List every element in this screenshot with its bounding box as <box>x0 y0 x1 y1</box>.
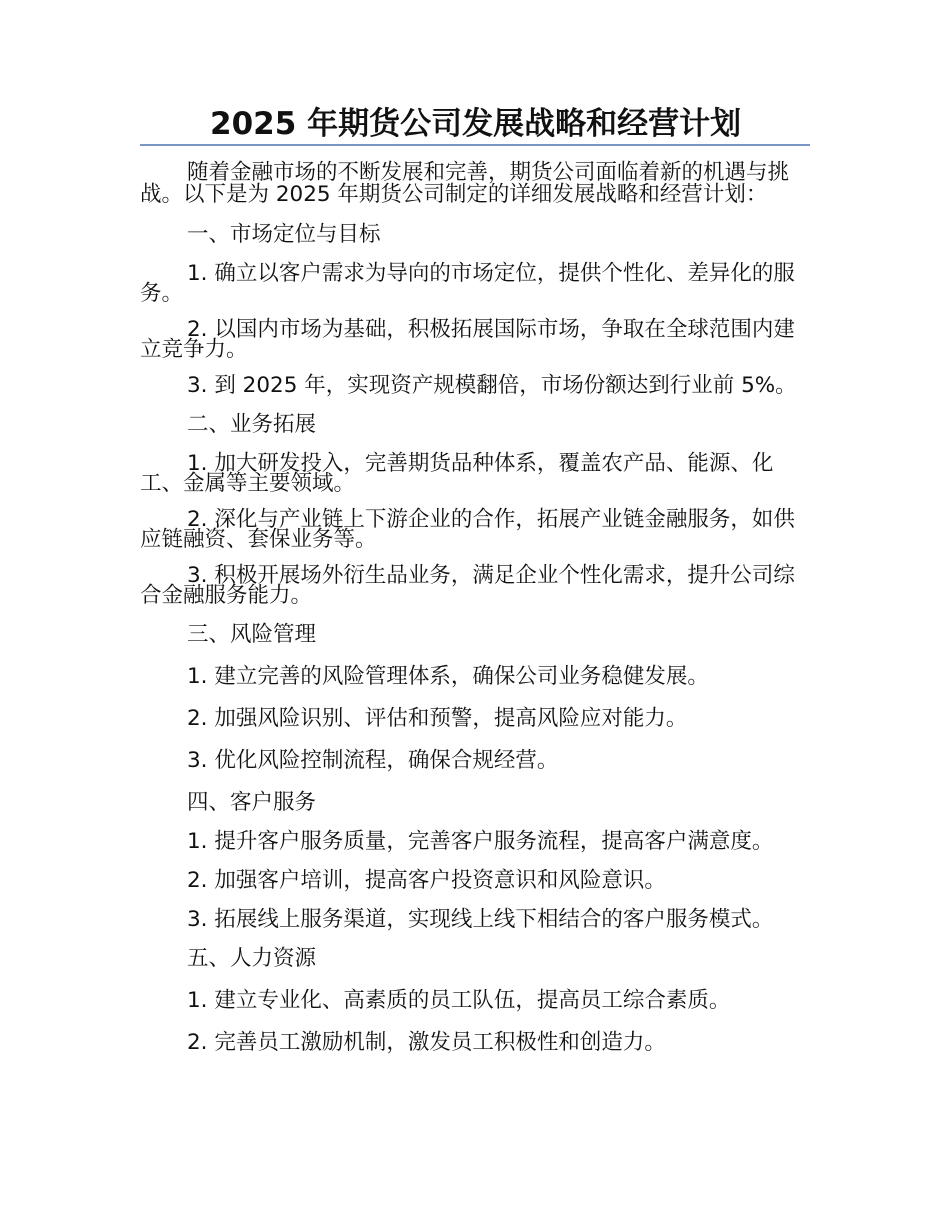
intro-paragraph: 随着金融市场的不断发展和完善，期货公司面临着新的机遇与挑战。以下是为 2025 年期货公司制定的详细发展战略和经营计划： <box>140 160 790 207</box>
list-item: 1. 确立以客户需求为导向的市场定位，提供个性化、差异化的服务。 <box>140 261 795 306</box>
list-item: 1. 建立专业化、高素质的员工队伍，提高员工综合素质。 <box>187 988 731 1013</box>
list-item: 1. 加大研发投入，完善期货品种体系，覆盖农产品、能源、化工、金属等主要领域。 <box>140 451 774 496</box>
list-item: 3. 优化风险控制流程，确保合规经营。 <box>187 748 559 773</box>
document-page <box>140 104 810 1072</box>
section-heading: 一、市场定位与目标 <box>187 222 381 247</box>
document-title: 2025 年期货公司发展战略和经营计划 <box>210 106 742 142</box>
list-item: 2. 完善员工激励机制，激发员工积极性和创造力。 <box>187 1030 666 1055</box>
list-item: 2. 加强风险识别、评估和预警，提高风险应对能力。 <box>187 706 688 731</box>
list-item: 1. 建立完善的风险管理体系，确保公司业务稳健发展。 <box>187 664 709 689</box>
title-underline <box>140 144 810 146</box>
list-item: 2. 深化与产业链上下游企业的合作，拓展产业链金融服务，如供应链融资、套保业务等。 <box>140 507 795 552</box>
list-item: 3. 积极开展场外衍生品业务，满足企业个性化需求，提升公司综合金融服务能力。 <box>140 563 795 608</box>
list-item: 3. 拓展线上服务渠道，实现线上线下相结合的客户服务模式。 <box>187 907 774 932</box>
list-item: 2. 加强客户培训，提高客户投资意识和风险意识。 <box>187 868 666 893</box>
section-heading: 五、人力资源 <box>187 946 317 971</box>
list-item: 2. 以国内市场为基础，积极拓展国际市场，争取在全球范围内建立竞争力。 <box>140 317 795 362</box>
list-item: 3. 到 2025 年，实现资产规模翻倍，市场份额达到行业前 5%。 <box>187 373 797 398</box>
section-heading: 二、业务拓展 <box>187 412 317 437</box>
list-item: 1. 提升客户服务质量，完善客户服务流程，提高客户满意度。 <box>187 829 774 854</box>
section-heading: 四、客户服务 <box>187 790 317 815</box>
section-heading: 三、风险管理 <box>187 622 317 647</box>
